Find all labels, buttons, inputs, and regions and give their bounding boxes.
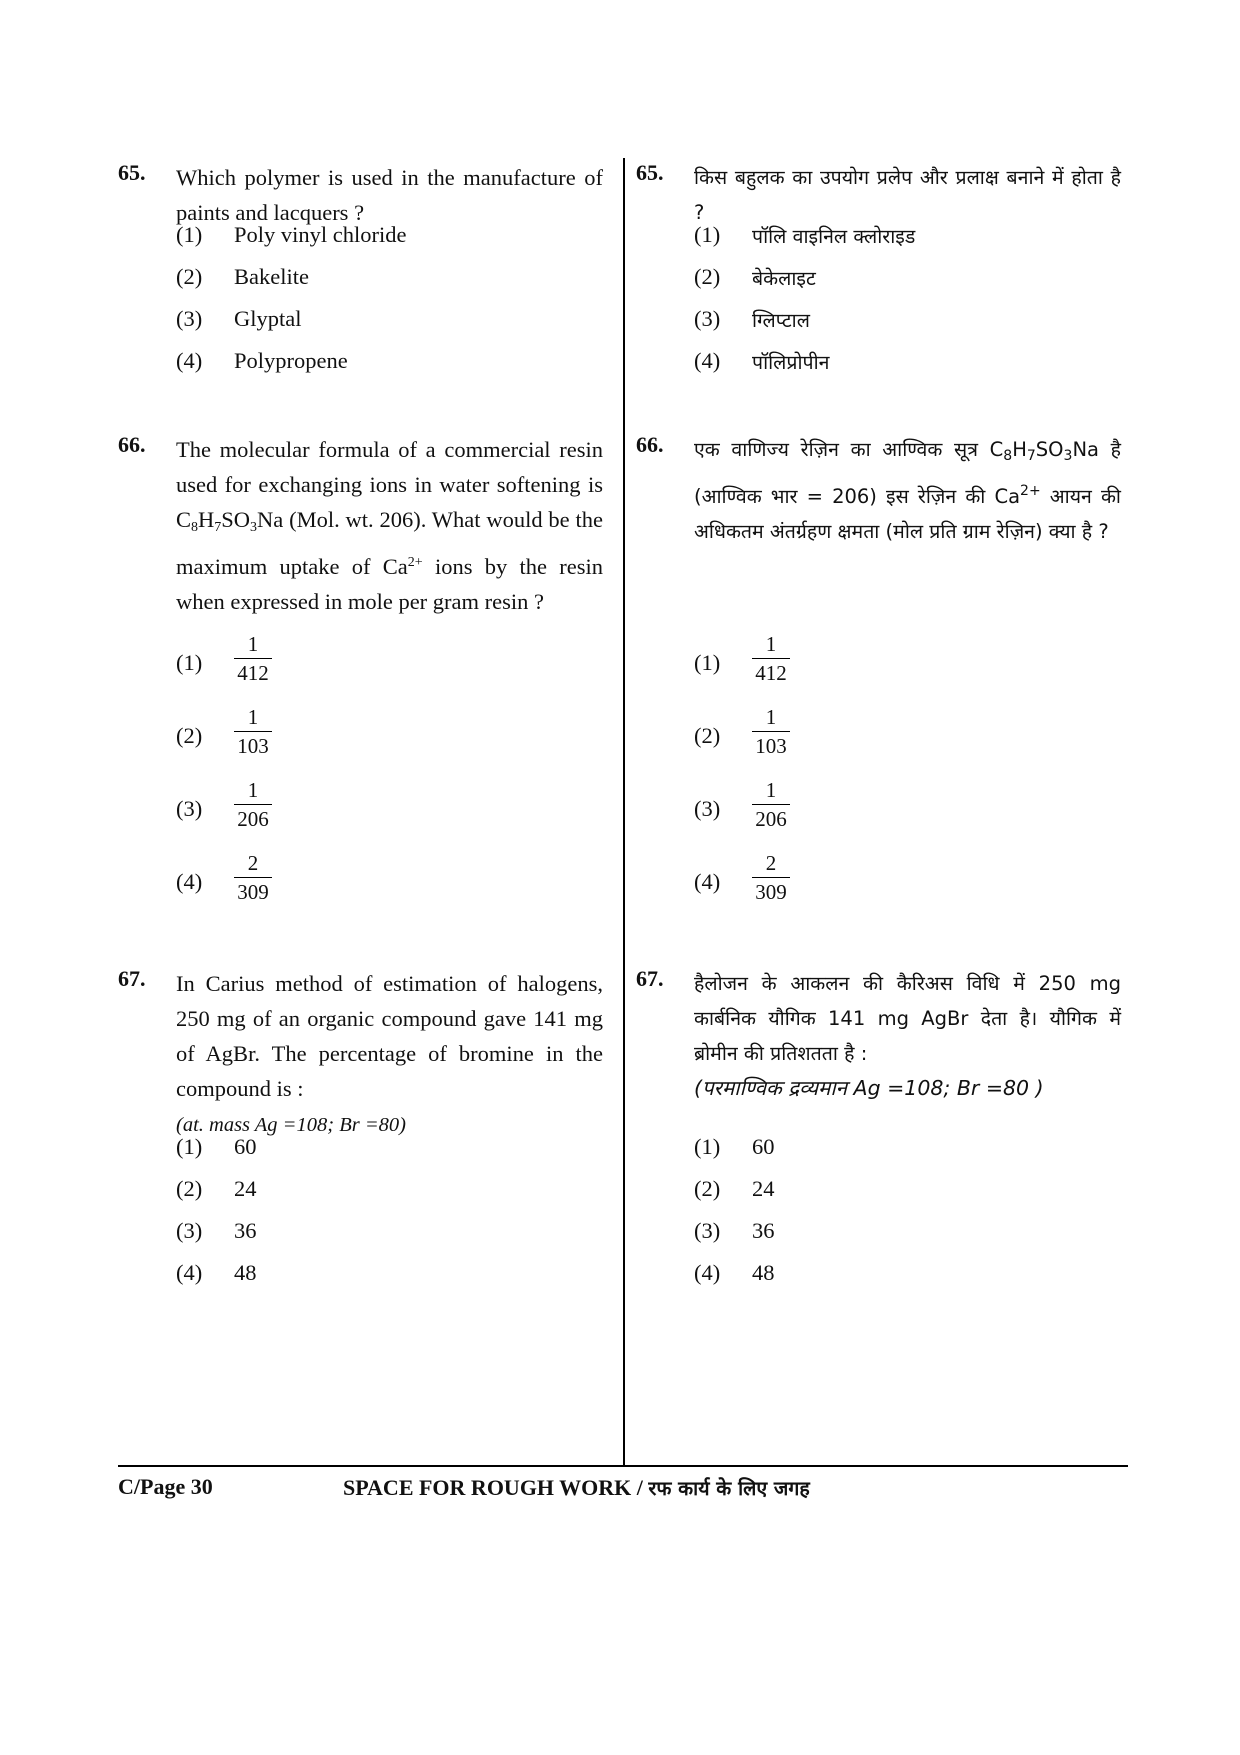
- option-text: Bakelite: [234, 264, 309, 289]
- option-text: पॉलि वाइनिल क्लोराइड: [752, 225, 916, 248]
- question-number: 65.: [118, 160, 146, 185]
- option-text: 36: [234, 1218, 257, 1243]
- column-divider: [623, 158, 625, 1466]
- option-number: (4): [176, 869, 203, 894]
- option-text: 48: [234, 1260, 257, 1285]
- option-number: (3): [176, 306, 203, 331]
- option-number: (3): [694, 306, 721, 331]
- fraction: $\frac{1}{206}$: [234, 776, 272, 833]
- option-text: Polypropene: [234, 348, 348, 373]
- question-text: किस बहुलक का उपयोग प्रलेप और प्रलाक्ष बनाने में होता है ?: [694, 166, 1121, 224]
- option-text: 24: [752, 1176, 775, 1201]
- option-number: (4): [694, 869, 721, 894]
- option-number: (1): [176, 1134, 203, 1159]
- option-number: (2): [694, 264, 721, 289]
- option-number: (4): [176, 348, 203, 373]
- option-number: (4): [176, 1260, 203, 1285]
- atomic-mass-note: (परमाण्विक द्रव्यमान Ag =108; Br =80 ): [694, 1076, 1044, 1100]
- option-number: (1): [176, 650, 203, 675]
- fraction: $\frac{1}{412}$: [752, 630, 790, 687]
- option-number: (1): [694, 222, 721, 247]
- option-number: (2): [694, 1176, 721, 1201]
- fraction: $\frac{1}{103}$: [234, 703, 272, 760]
- question-text: हैलोजन के आकलन की कैरिअस विधि में 250 mg कार्बनिक यौगिक 141 mg AgBr देता है। यौगिक में ब्रोमीन की प्रतिशतता है : (परमाण्विक द्रव्यमान Ag =108; Br =80 ): [694, 972, 1121, 1100]
- option-text: Poly vinyl chloride: [234, 222, 407, 247]
- option-number: (2): [176, 264, 203, 289]
- page-number: C/Page 30: [118, 1474, 213, 1499]
- option-text: पॉलिप्रोपीन: [752, 351, 830, 374]
- fraction: $\frac{1}{206}$: [752, 776, 790, 833]
- option-text: 24: [234, 1176, 257, 1201]
- rough-work-label: SPACE FOR ROUGH WORK / रफ कार्य के लिए जगह: [343, 1475, 810, 1500]
- fraction: $\frac{1}{412}$: [234, 630, 272, 687]
- option-number: (2): [694, 723, 721, 748]
- fraction: $\frac{1}{103}$: [752, 703, 790, 760]
- option-number: (1): [694, 1134, 721, 1159]
- option-number: (1): [176, 222, 203, 247]
- question-text: The molecular formula of a commercial resin used for exchanging ions in water softening is $C_8H_7SO_3Na$ (Mol. wt. 206). What would be the maximum uptake of $Ca^{2+}$ ions by the resin when expressed in mole per gram resin ?: [176, 437, 604, 614]
- option-text: 60: [752, 1134, 775, 1159]
- fraction: $\frac{2}{309}$: [234, 849, 272, 906]
- option-number: (3): [694, 1218, 721, 1243]
- question-number: 66.: [636, 432, 664, 457]
- question-text: In Carius method of estimation of halogens, 250 mg of an organic compound gave 141 mg of AgBr. The percentage of bromine in the compound is : (at. mass Ag =108; Br =80): [176, 971, 603, 1136]
- question-text: Which polymer is used in the manufacture of paints and lacquers ?: [176, 165, 603, 225]
- option-number: (2): [176, 723, 203, 748]
- question-number: 67.: [636, 966, 664, 991]
- atomic-mass-note: (at. mass Ag =108; Br =80): [176, 1114, 407, 1136]
- option-text: 36: [752, 1218, 775, 1243]
- footer-rule: [118, 1465, 1128, 1467]
- fraction: $\frac{2}{309}$: [752, 849, 790, 906]
- option-text: Glyptal: [234, 306, 302, 331]
- question-text: एक वाणिज्य रेज़िन का आण्विक सूत्र $C_8H_7SO_3Na$ है (आण्विक भार = 206) इस रेज़िन की $Ca^{2+}$ आयन की अधिकतम अंतर्ग्रहण क्षमता (मोल प्रति ग्राम रेज़िन) क्या है ?: [694, 438, 1122, 543]
- option-number: (4): [694, 348, 721, 373]
- option-number: (4): [694, 1260, 721, 1285]
- option-number: (2): [176, 1176, 203, 1201]
- question-number: 66.: [118, 432, 146, 457]
- option-number: (3): [176, 1218, 203, 1243]
- option-text: बेकेलाइट: [752, 267, 816, 290]
- option-number: (3): [176, 796, 203, 821]
- option-text: 48: [752, 1260, 775, 1285]
- option-text: ग्लिप्टाल: [752, 309, 810, 332]
- option-text: 60: [234, 1134, 257, 1159]
- option-number: (1): [694, 650, 721, 675]
- question-number: 67.: [118, 966, 146, 991]
- question-number: 65.: [636, 160, 664, 185]
- option-number: (3): [694, 796, 721, 821]
